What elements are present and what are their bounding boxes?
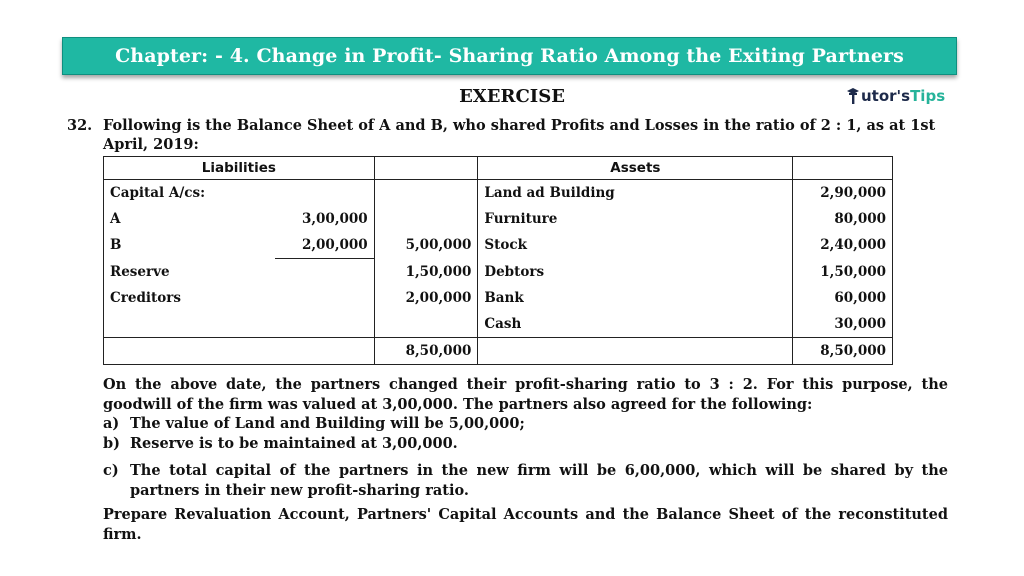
liability-label: Reserve xyxy=(104,259,276,286)
paragraph-instruction: Prepare Revaluation Account, Partners' Capital Accounts and the Balance Sheet of the reconstituted firm. xyxy=(103,506,948,543)
chapter-banner xyxy=(62,37,957,75)
assets-amount-header xyxy=(793,157,893,180)
condition-b xyxy=(103,434,948,454)
liability-sub-amount: 2,00,000 xyxy=(275,232,374,259)
question-line-1 xyxy=(67,116,957,135)
liability-sub-amount xyxy=(275,180,374,207)
liability-sub-amount xyxy=(275,285,374,311)
liability-amount: 2,00,000 xyxy=(374,285,478,311)
totals-blank-2 xyxy=(275,338,374,365)
liability-amount xyxy=(374,311,478,338)
totals-blank-1 xyxy=(104,338,276,365)
logo-text-2: Tips xyxy=(910,87,946,105)
condition-text: The value of Land and Building will be 5,00,000; xyxy=(130,415,525,432)
liability-sub-amount: 3,00,000 xyxy=(275,206,374,232)
condition-label: a) xyxy=(103,415,120,432)
asset-label: Bank xyxy=(478,285,793,311)
question-line-2: April, 2019: xyxy=(103,136,199,153)
liability-amount: 1,50,000 xyxy=(374,259,478,286)
exercise-heading: EXERCISE xyxy=(459,86,565,107)
table-row xyxy=(104,259,893,286)
condition-c xyxy=(103,461,948,500)
asset-amount: 2,40,000 xyxy=(793,232,893,259)
liabilities-header: Liabilities xyxy=(104,157,375,180)
condition-label: b) xyxy=(103,435,120,452)
liability-label: Capital A/cs: xyxy=(104,180,276,207)
liability-amount xyxy=(374,206,478,232)
table-row xyxy=(104,206,893,232)
chapter-title: Chapter: - 4. Change in Profit- Sharing Ratio Among the Exiting Partners xyxy=(115,45,904,67)
asset-amount: 80,000 xyxy=(793,206,893,232)
table-row xyxy=(104,232,893,259)
tutors-tips-logo xyxy=(846,86,945,106)
liabilities-total: 8,50,000 xyxy=(374,338,478,365)
liability-amount: 5,00,000 xyxy=(374,232,478,259)
question-text-1: Following is the Balance Sheet of A and B, who shared Profits and Losses in the ratio of 2 : 1, as at 1st xyxy=(103,117,936,134)
liabilities-amount-header xyxy=(374,157,478,180)
asset-label: Debtors xyxy=(478,259,793,286)
graduation-cap-icon xyxy=(846,86,860,106)
totals-row xyxy=(104,338,893,365)
table-row xyxy=(104,180,893,207)
liability-sub-amount xyxy=(275,311,374,338)
liability-label: B xyxy=(104,232,276,259)
assets-header: Assets xyxy=(478,157,793,180)
condition-text: The total capital of the partners in the new firm will be 6,00,000, which will be shared by the partners in their new profit-sharing ratio. xyxy=(130,462,948,499)
totals-blank-3 xyxy=(478,338,793,365)
liability-label: Creditors xyxy=(104,285,276,311)
logo-text-1: utor's xyxy=(861,87,911,105)
condition-text: Reserve is to be maintained at 3,00,000. xyxy=(130,435,458,452)
asset-amount: 2,90,000 xyxy=(793,180,893,207)
asset-amount: 1,50,000 xyxy=(793,259,893,286)
liability-label: A xyxy=(104,206,276,232)
paragraph-intro: On the above date, the partners changed their profit-sharing ratio to 3 : 2. For this purpose, the goodwill of the firm was valued at 3,00,000. The partners also agreed for the following: xyxy=(103,376,948,413)
condition-label: c) xyxy=(103,462,119,479)
asset-label: Land ad Building xyxy=(478,180,793,207)
question-number: 32. xyxy=(67,117,93,134)
table-row xyxy=(104,311,893,338)
liability-label xyxy=(104,311,276,338)
liability-sub-amount xyxy=(275,259,374,286)
asset-label: Cash xyxy=(478,311,793,338)
asset-label: Stock xyxy=(478,232,793,259)
condition-a xyxy=(103,414,948,434)
assets-total: 8,50,000 xyxy=(793,338,893,365)
balance-sheet-table xyxy=(103,156,893,365)
asset-amount: 60,000 xyxy=(793,285,893,311)
asset-amount: 30,000 xyxy=(793,311,893,338)
asset-label: Furniture xyxy=(478,206,793,232)
table-header-row xyxy=(104,157,893,180)
table-row xyxy=(104,285,893,311)
liability-amount xyxy=(374,180,478,207)
